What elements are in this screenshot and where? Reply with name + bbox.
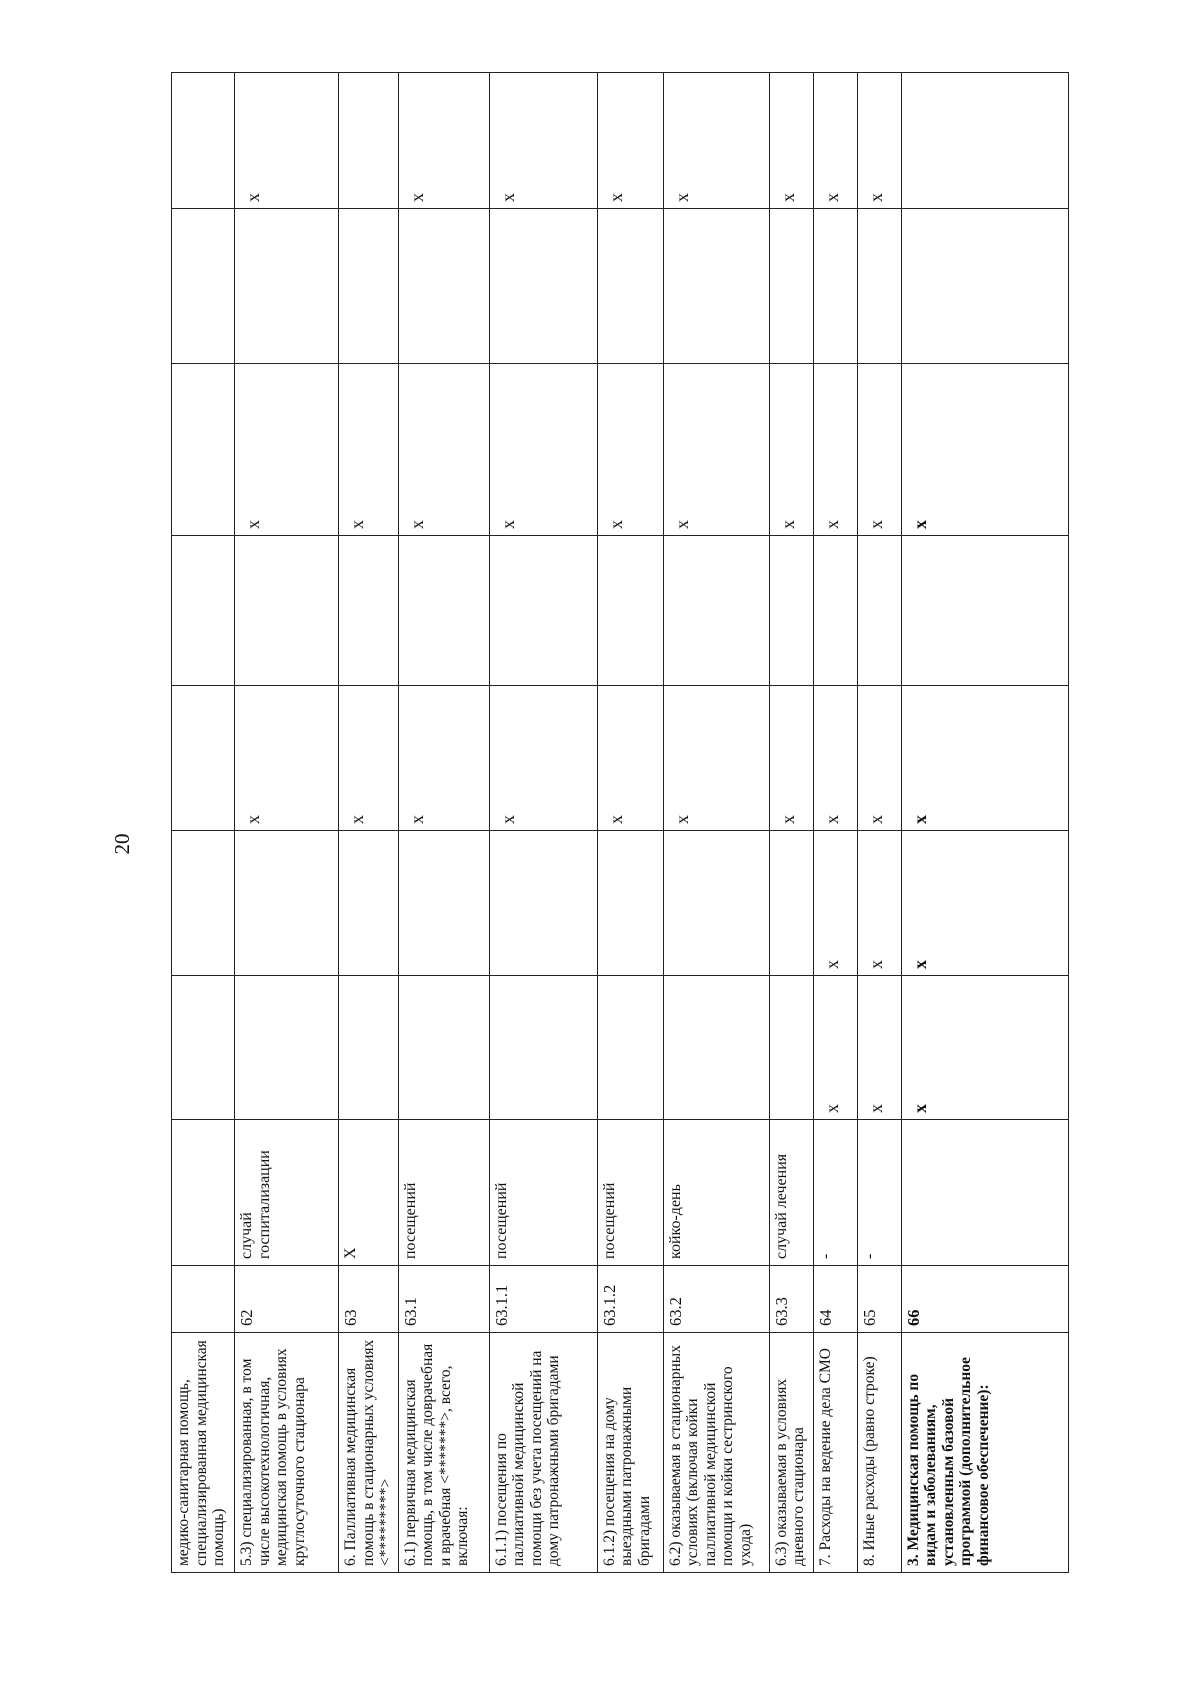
cell-c5: x	[769, 364, 813, 536]
table-row	[597, 73, 663, 1573]
cell-c3: x	[901, 686, 1068, 831]
unit-of-measure: посещений	[398, 1120, 489, 1266]
cell-c4	[235, 536, 339, 686]
cell-c7: x	[489, 73, 597, 209]
unit-of-measure: X	[339, 1120, 399, 1266]
cell-c6	[597, 209, 663, 364]
row-label: 5.3) специализированная, в том числе высокотехнологичная, медицинская помощь в условиях круглосуточного стационара	[235, 1333, 339, 1573]
cell-c5	[172, 364, 235, 536]
row-number: 63.2	[663, 1266, 769, 1333]
table-row	[857, 73, 901, 1573]
cell-c6	[813, 209, 857, 364]
unit-of-measure: случай госпитализации	[235, 1120, 339, 1266]
cell-c2	[489, 831, 597, 976]
cell-c6	[857, 209, 901, 364]
cell-c7	[339, 73, 399, 209]
row-label: 6.3) оказываемая в условиях дневного стационара	[769, 1333, 813, 1573]
table-row	[339, 73, 399, 1573]
cell-c3: x	[769, 686, 813, 831]
table-row	[813, 73, 857, 1573]
cell-c5: x	[857, 364, 901, 536]
cell-c6	[235, 209, 339, 364]
cell-c4	[857, 536, 901, 686]
page-number: 20	[110, 833, 134, 855]
cell-c4	[597, 536, 663, 686]
cell-c6	[172, 209, 235, 364]
row-label: 7. Расходы на ведение дела СМО	[813, 1333, 857, 1573]
table-row	[172, 73, 235, 1573]
cell-c1	[489, 976, 597, 1120]
row-number: 64	[813, 1266, 857, 1333]
cell-c5: x	[901, 364, 1068, 536]
row-label: 6.1.2) посещения на дому выездными патронажными бригадами	[597, 1333, 663, 1573]
cell-c6	[489, 209, 597, 364]
cell-c1: x	[813, 976, 857, 1120]
cell-c2	[398, 831, 489, 976]
unit-of-measure	[901, 1120, 1068, 1266]
cell-c4	[769, 536, 813, 686]
unit-of-measure: койко-день	[663, 1120, 769, 1266]
cell-c7: x	[813, 73, 857, 209]
unit-of-measure	[172, 1120, 235, 1266]
cell-c1	[235, 976, 339, 1120]
cell-c4	[663, 536, 769, 686]
row-label: 3. Медицинская помощь по видам и заболеваниям, установленным базовой программой (дополнительное финансовое обеспечение):	[901, 1333, 1068, 1573]
row-number: 65	[857, 1266, 901, 1333]
cell-c7	[172, 73, 235, 209]
cell-c6	[663, 209, 769, 364]
cell-c3: x	[813, 686, 857, 831]
row-number: 63.1.1	[489, 1266, 597, 1333]
cell-c2: x	[813, 831, 857, 976]
cell-c6	[769, 209, 813, 364]
cell-c3: x	[663, 686, 769, 831]
row-label: 8. Иные расходы (равно строке)	[857, 1333, 901, 1573]
cell-c4	[489, 536, 597, 686]
cell-c2	[769, 831, 813, 976]
cell-c1: x	[901, 976, 1068, 1120]
cell-c2	[663, 831, 769, 976]
row-number: 63.3	[769, 1266, 813, 1333]
cell-c5: x	[597, 364, 663, 536]
table-row	[663, 73, 769, 1573]
cell-c6	[901, 209, 1068, 364]
row-label: медико-санитарная помощь, специализированная медицинская помощь)	[172, 1333, 235, 1573]
cell-c5: x	[813, 364, 857, 536]
cell-c4	[339, 536, 399, 686]
cell-c6	[339, 209, 399, 364]
cell-c4	[813, 536, 857, 686]
cell-c1	[339, 976, 399, 1120]
cell-c3: x	[235, 686, 339, 831]
cell-c3: x	[489, 686, 597, 831]
row-label: 6.1) первичная медицинская помощь, в том числе доврачебная и врачебная <*******>, всего, включая:	[398, 1333, 489, 1573]
cell-c1	[769, 976, 813, 1120]
cell-c7: x	[857, 73, 901, 209]
cell-c7: x	[597, 73, 663, 209]
table-row	[235, 73, 339, 1573]
cell-c6	[398, 209, 489, 364]
cell-c1: x	[857, 976, 901, 1120]
cell-c1	[398, 976, 489, 1120]
cell-c2: x	[901, 831, 1068, 976]
cell-c7: x	[769, 73, 813, 209]
cell-c5: x	[663, 364, 769, 536]
row-number: 63.1	[398, 1266, 489, 1333]
unit-of-measure: посещений	[597, 1120, 663, 1266]
table-row	[769, 73, 813, 1573]
cell-c5: x	[235, 364, 339, 536]
financing-table	[171, 72, 1069, 1573]
cell-c2	[172, 831, 235, 976]
row-number	[172, 1266, 235, 1333]
cell-c2	[235, 831, 339, 976]
cell-c5: x	[398, 364, 489, 536]
cell-c7: x	[235, 73, 339, 209]
cell-c7	[901, 73, 1068, 209]
cell-c4	[172, 536, 235, 686]
unit-of-measure: -	[813, 1120, 857, 1266]
cell-c1	[172, 976, 235, 1120]
cell-c3: x	[857, 686, 901, 831]
cell-c7: x	[398, 73, 489, 209]
unit-of-measure: посещений	[489, 1120, 597, 1266]
cell-c5: x	[339, 364, 399, 536]
cell-c3: x	[339, 686, 399, 831]
cell-c1	[663, 976, 769, 1120]
table-row	[398, 73, 489, 1573]
cell-c3: x	[597, 686, 663, 831]
cell-c4	[398, 536, 489, 686]
cell-c7: x	[663, 73, 769, 209]
row-number: 62	[235, 1266, 339, 1333]
row-number: 66	[901, 1266, 1068, 1333]
row-label: 6.2) оказываемая в стационарных условиях (включая койки паллиативной медицинской помощи и койки сестринского ухода)	[663, 1333, 769, 1573]
rotated-table-container	[171, 73, 1061, 1573]
cell-c2	[339, 831, 399, 976]
table-row	[489, 73, 597, 1573]
cell-c3	[172, 686, 235, 831]
cell-c2: x	[857, 831, 901, 976]
row-number: 63.1.2	[597, 1266, 663, 1333]
row-label: 6.1.1) посещения по паллиативной медицинской помощи без учета посещений на дому патронажными бригадами	[489, 1333, 597, 1573]
row-label: 6. Паллиативная медицинская помощь в стационарных условиях <*********>	[339, 1333, 399, 1573]
cell-c1	[597, 976, 663, 1120]
row-number: 63	[339, 1266, 399, 1333]
cell-c5: x	[489, 364, 597, 536]
unit-of-measure: случай лечения	[769, 1120, 813, 1266]
cell-c3: x	[398, 686, 489, 831]
cell-c4	[901, 536, 1068, 686]
table-body	[172, 73, 1069, 1573]
cell-c2	[597, 831, 663, 976]
unit-of-measure: -	[857, 1120, 901, 1266]
table-row	[901, 73, 1068, 1573]
